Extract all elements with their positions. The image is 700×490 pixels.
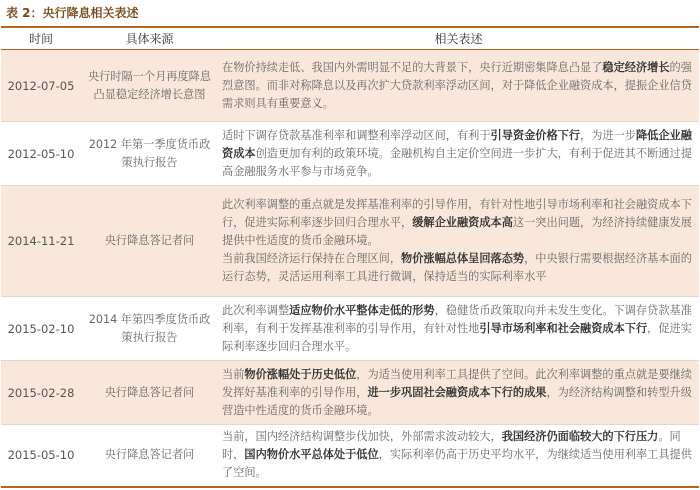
row-desc: [218, 297, 699, 361]
header-desc: 相关表述: [434, 32, 483, 46]
desc-text: 这一突出问题，为经济持续健康发展提供中性适度的货币金融环境。: [222, 216, 692, 247]
desc-text: 当前，国内经济结构调整步伐加快，外部需求波动较大，: [222, 430, 502, 444]
row-date: 2012-07-05: [7, 78, 75, 93]
desc-text: 此次利率调整的重点就是发挥基准利率的引导作用，有针对性地引导市场利率和社会融资成本下行，促进实际利率逐步回归合理水平，: [222, 198, 692, 229]
row-source: 2014 年第四季度货币政策执行报告: [88, 312, 211, 344]
row-desc: [218, 361, 699, 425]
desc-text: 当前我国经济运行保持在合理区间，: [222, 252, 402, 265]
table-row: [1, 297, 699, 361]
row-source: 央行降息答记者问: [104, 385, 195, 399]
row-source: 央行降息答记者问: [104, 234, 195, 247]
header-source: 具体来源: [125, 32, 174, 46]
row-date: 2015-02-10: [7, 321, 75, 336]
desc-text: 的强烈意图。而非对称降息以及再次扩大贷款利率浮动区间，对于降低企业融资成本，提振企业信贷需求则具有重要意义。: [222, 60, 692, 110]
desc-text: 此次利率调整: [222, 303, 290, 317]
table-header: [1, 27, 699, 50]
row-source: 央行时隔一个月再度降息 凸显稳定经济增长意图: [87, 69, 212, 101]
emphasis-text: 降低企业融资成本: [222, 128, 692, 160]
desc-text: ，实际利率仍高于历史平均水平，为继续适当使用利率工具提供了空间。: [222, 448, 692, 480]
emphasis-text: 引导资金价格下行: [490, 128, 581, 142]
emphasis-text: 适应物价水平整体走低的形势: [289, 303, 435, 317]
row-source: 2012 年第一季度货币政策执行报告: [88, 137, 211, 169]
table-row: [1, 122, 699, 186]
header-time: 时间: [28, 32, 53, 46]
table-row: [1, 425, 699, 487]
row-desc: [218, 122, 699, 186]
row-source: 央行降息答记者问: [104, 448, 195, 462]
desc-text: 创造更加有利的政策环境。金融机构自主定价空间进一步扩大，有利于促进其不断通过提高金融服务水平参与市场竞争。: [222, 146, 692, 178]
table-caption: 表 2：央行降息相关表述: [6, 6, 139, 20]
table-row: [1, 361, 699, 425]
emphasis-text: 物价涨幅处于历史低位: [244, 367, 357, 381]
emphasis-text: 国内物价水平总体处于低位: [244, 448, 379, 462]
desc-text: 适时下调存贷款基准利率和调整利率浮动区间，有利于: [222, 128, 491, 142]
desc-text: ，为经济结构调整和转型升级营造中性适度的货币金融环境。: [222, 385, 692, 417]
rate-cut-table: [1, 26, 699, 488]
table-row: [1, 186, 699, 297]
desc-text: 当前: [222, 367, 245, 381]
emphasis-text: 物价涨幅总体呈回落态势: [401, 252, 525, 265]
desc-text: ，为适当使用利率工具提供了空间。此次利率调整的重点就是要继续发挥好基准利率的引导作用，: [222, 367, 692, 399]
row-date: 2015-05-10: [7, 448, 75, 463]
desc-text: ，促进实际利率逐步回归合理水平。: [222, 321, 692, 353]
emphasis-text: 引导市场利率和社会融资成本下行: [479, 321, 648, 335]
desc-text: 。同时，: [222, 430, 681, 462]
row-date: 2015-02-28: [7, 385, 75, 400]
desc-text: ，稳健货币政策取向并未发生变化。下调存贷款基准利率，有利于发挥基准利率的引导作用，有针对性地: [222, 303, 692, 335]
desc-text: ，中央银行需要根据经济基本面的运行态势，灵活运用利率工具进行微调，保持适当的实际利率水平: [222, 252, 692, 283]
row-desc: [218, 50, 699, 122]
emphasis-text: 进一步巩固社会融资成本下行的成果: [367, 385, 547, 399]
row-desc: [218, 425, 699, 487]
emphasis-text: 稳定经济增长: [602, 60, 670, 74]
row-date: 2012-05-10: [7, 146, 75, 161]
emphasis-text: 缓解企业融资成本高: [412, 216, 513, 229]
table-row: [1, 50, 699, 122]
desc-text: ，为进一步: [580, 128, 636, 142]
desc-text: 在物价持续走低、我国内外需明显不足的大背景下，央行近期密集降息凸显了: [222, 60, 603, 74]
row-desc: [218, 186, 699, 297]
emphasis-text: 我国经济仍面临较大的下行压力: [501, 430, 659, 444]
row-date: 2014-11-21: [7, 234, 75, 248]
